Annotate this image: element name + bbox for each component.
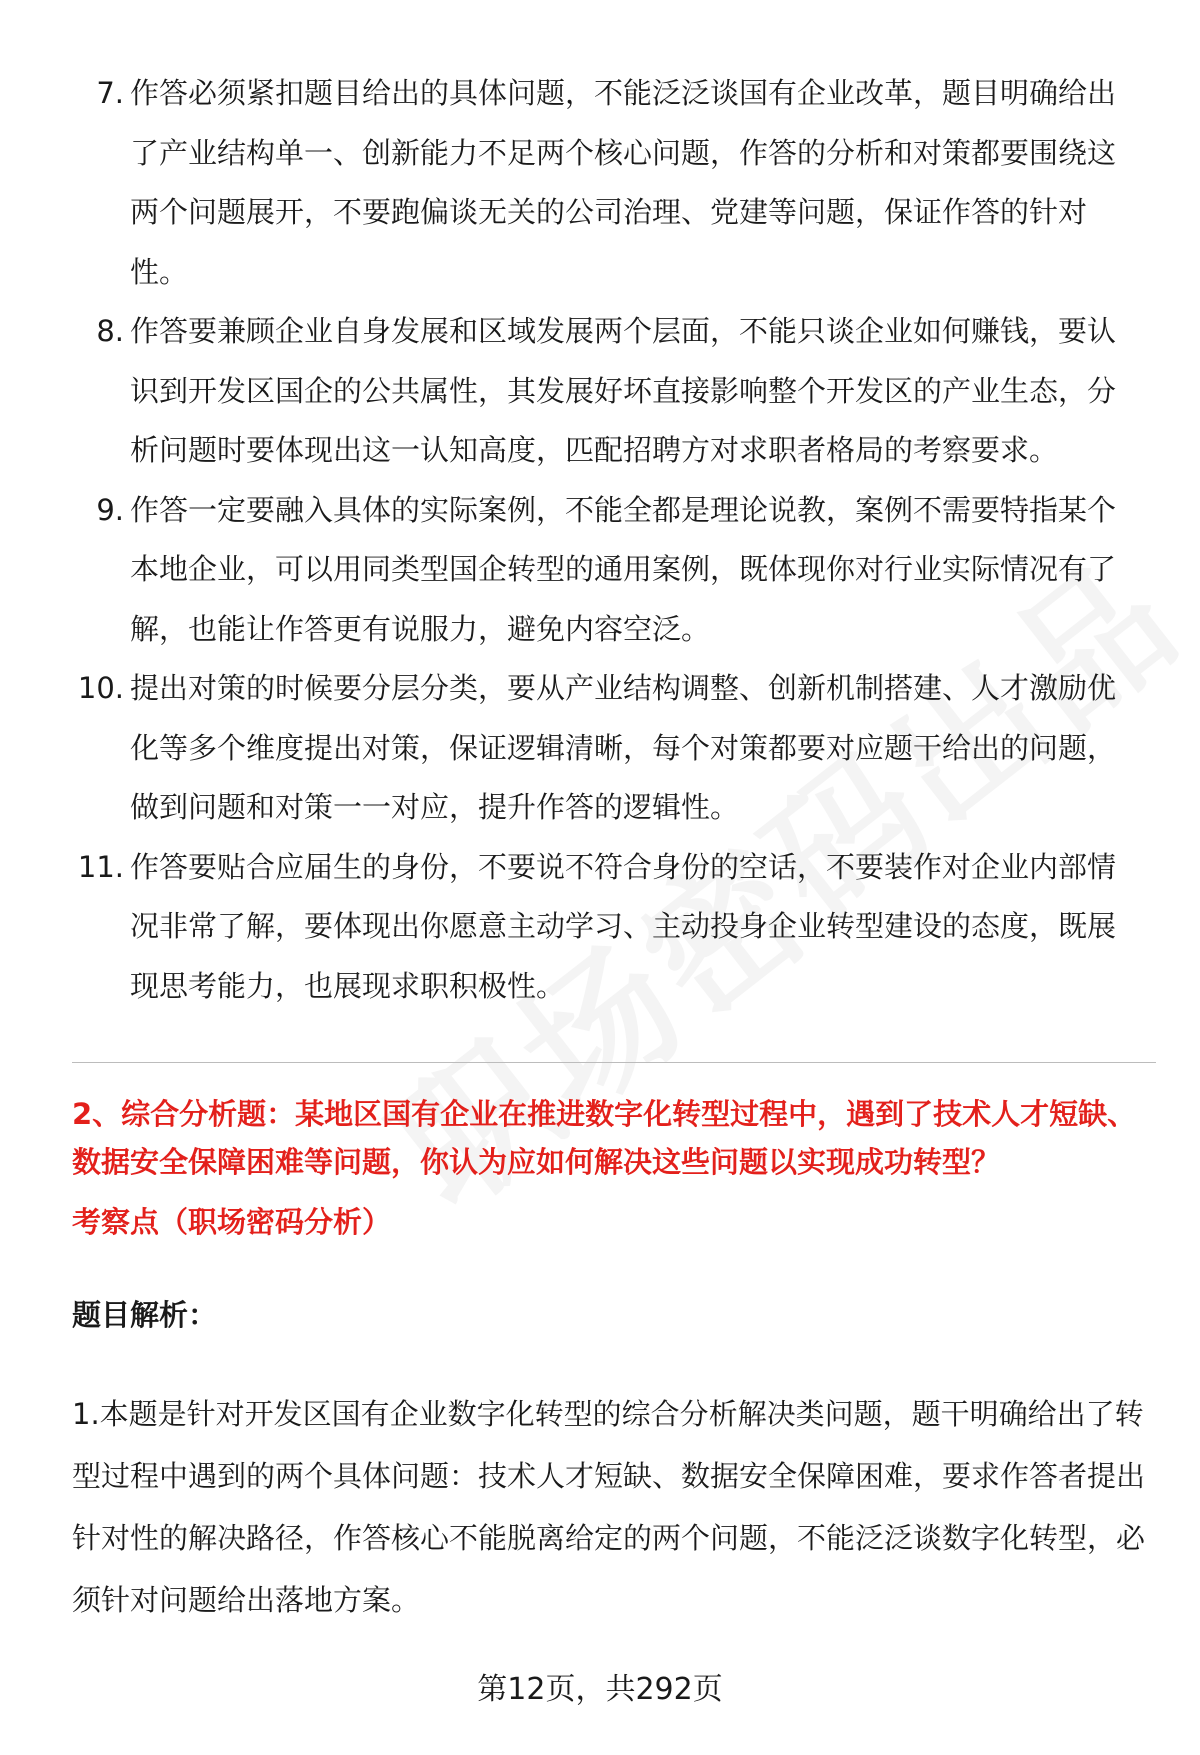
list-item-text: 作答要贴合应届生的身份，不要说不符合身份的空话，不要装作对企业内部情况非常了解，要体现出你愿意主动学习、主动投身企业转型建设的态度，既展现思考能力，也展现求职积极性。 xyxy=(130,849,1117,1003)
analysis-paragraph: 1.本题是针对开发区国有企业数字化转型的综合分析解决类问题，题干明确给出了转型过程中遇到的两个具体问题：技术人才短缺、数据安全保障困难，要求作答者提出针对性的解决路径，作答核心不能脱离给定的两个问题，不能泛泛谈数字化转型，必须针对问题给出落地方案。 xyxy=(72,1397,1146,1617)
page-footer: 第12页，共292页 xyxy=(477,1672,723,1707)
list-item-number: 8. xyxy=(96,314,124,348)
examination-point-heading: 考察点（职场密码分析） xyxy=(72,1205,392,1239)
list-item-text: 提出对策的时候要分层分类，要从产业结构调整、创新机制搭建、人才激励优化等多个维度提出对策，保证逻辑清晰，每个对策都要对应题干给出的问题，做到问题和对策一一对应，提升作答的逻辑性。 xyxy=(130,671,1117,824)
section-divider xyxy=(72,1062,1156,1063)
list-item xyxy=(72,302,1152,481)
list-item-number: 9. xyxy=(96,492,124,527)
list-item-number: 11. xyxy=(77,849,124,884)
question-heading: 2、综合分析题：某地区国有企业在推进数字化转型过程中，遇到了技术人才短缺、数据安全保障困难等问题，你认为应如何解决这些问题以实现成功转型？ xyxy=(72,1097,1137,1179)
list-item xyxy=(72,64,1152,302)
list-item xyxy=(72,481,1152,660)
list-item-text: 作答必须紧扣题目给出的具体问题，不能泛泛谈国有企业改革，题目明确给出了产业结构单一、创新能力不足两个核心问题，作答的分析和对策都要围绕这两个问题展开，不要跑偏谈无关的公司治理、党建等问题，保证作答的针对性。 xyxy=(130,76,1117,289)
list-item xyxy=(72,838,1152,1017)
analysis-heading: 题目解析： xyxy=(72,1298,218,1332)
list-item-text: 作答要兼顾企业自身发展和区域发展两个层面，不能只谈企业如何赚钱，要认识到开发区国企的公共属性，其发展好坏直接影响整个开发区的产业生态，分析问题时要体现出这一认知高度，匹配招聘方对求职者格局的考察要求。 xyxy=(130,314,1117,467)
list-item-text: 作答一定要融入具体的实际案例，不能全都是理论说教，案例不需要特指某个本地企业，可以用同类型国企转型的通用案例，既体现你对行业实际情况有了解，也能让作答更有说服力，避免内容空泛。 xyxy=(130,492,1117,646)
list-item-number: 7. xyxy=(96,76,124,110)
list-item-number: 10. xyxy=(77,671,124,705)
tips-list xyxy=(72,64,1152,1016)
list-item xyxy=(72,659,1152,838)
